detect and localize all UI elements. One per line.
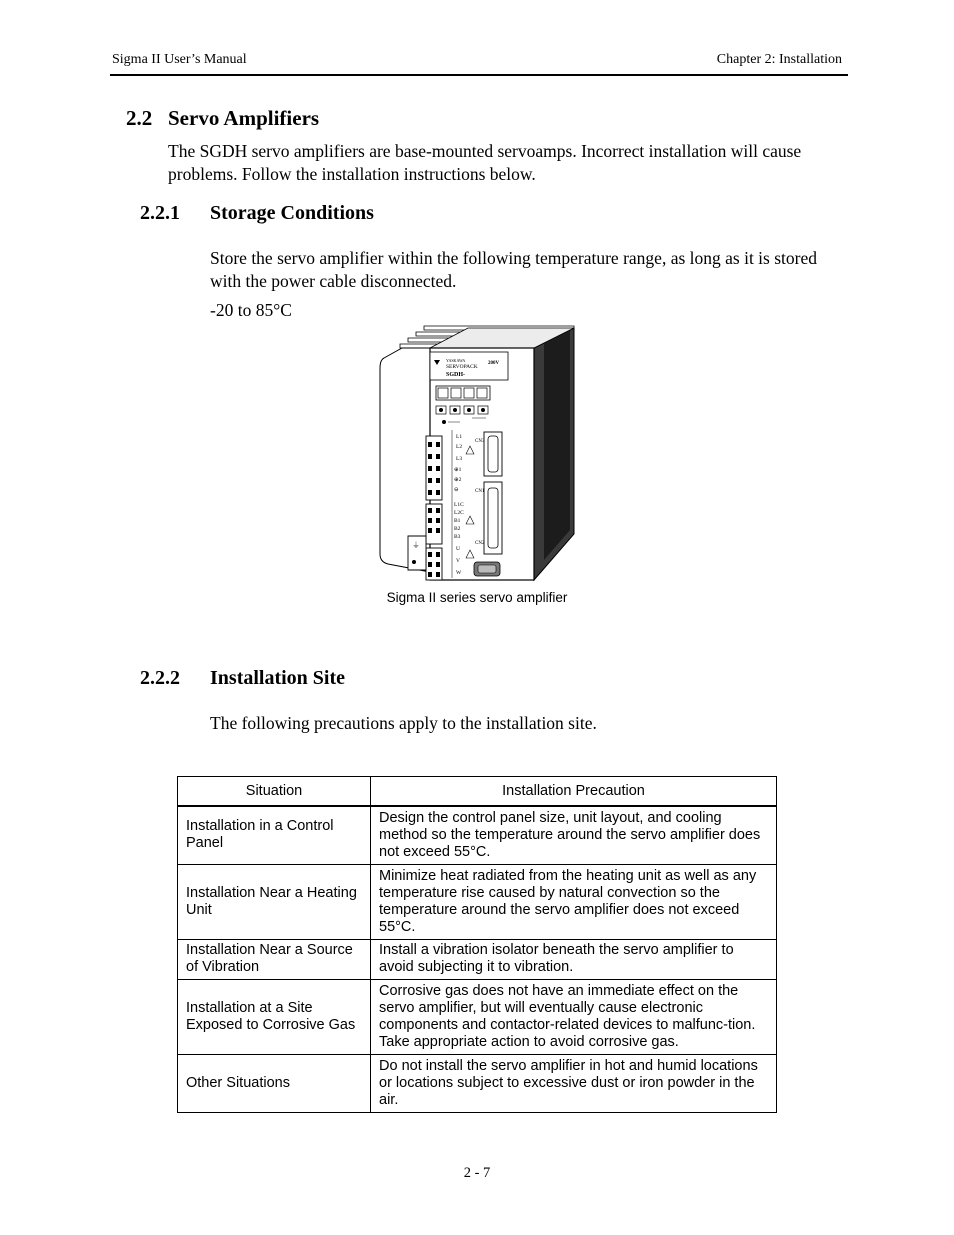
situation-cell: Installation in a Control Panel: [178, 806, 371, 864]
precaution-cell: Minimize heat radiated from the heating unit as well as any temperature rise caused by natural convection so the temperature around the servo amplifier does not exceed 55°C.: [371, 864, 777, 939]
connector-label-cn3: CN3: [475, 439, 485, 444]
figure-brand: YASKAWA: [446, 358, 466, 363]
column-header-precaution: Installation Precaution: [371, 777, 777, 807]
figure-product: SERVOPACK: [446, 364, 478, 370]
running-header-title: Sigma II User’s Manual: [112, 52, 247, 67]
section-title: Servo Amplifiers: [168, 106, 320, 130]
precaution-cell: Corrosive gas does not have an immediate effect on the servo amplifier, but will eventually cause electronic components and contactor-related devices to malfunc-tion. Take appropriate action to avoid corrosive gas.: [371, 979, 777, 1054]
terminal-label: B1: [454, 518, 461, 524]
table-row: [178, 979, 777, 1054]
figure-model: SGDH-: [446, 372, 466, 378]
terminal-label: B3: [454, 534, 461, 540]
section-heading: [126, 106, 319, 131]
terminal-label: L3: [456, 456, 463, 462]
situation-cell: Installation Near a Source of Vibration: [178, 939, 371, 979]
terminal-label: U: [456, 546, 460, 552]
site-title: Installation Site: [210, 667, 346, 689]
figure-caption: Sigma II series servo amplifier: [386, 590, 568, 605]
storage-temperature: -20 to 85°C: [210, 300, 292, 320]
storage-text: Store the servo amplifier within the following temperature range, as long as it is stored with the power cable disconnected.: [210, 248, 817, 291]
table-row: [178, 806, 777, 864]
precaution-cell: Design the control panel size, unit layout, and cooling method so the temperature around the servo amplifier does not exceed 55°C.: [371, 806, 777, 864]
situation-cell: Other Situations: [178, 1054, 371, 1112]
terminal-label: W: [456, 570, 462, 576]
site-heading: [140, 667, 345, 690]
connector-label-cn1: CN1: [475, 489, 485, 494]
connector-label-cn2: CN2: [475, 541, 485, 546]
section-number: 2.2: [126, 106, 153, 130]
terminal-label: L2: [456, 444, 463, 450]
terminal-label: L1: [456, 434, 463, 440]
storage-title: Storage Conditions: [210, 202, 374, 224]
page-number: 2 - 7: [463, 1165, 491, 1181]
servo-amplifier-illustration: [374, 324, 580, 586]
precaution-cell: Install a vibration isolator beneath the servo amplifier to avoid subjecting it to vibration.: [371, 939, 777, 979]
running-header-chapter: Chapter 2: Installation: [716, 52, 842, 67]
table-header-row: [178, 777, 777, 807]
site-number: 2.2.2: [140, 667, 180, 689]
header-rule: [110, 74, 848, 76]
terminal-label: ⊕1: [454, 467, 462, 473]
site-intro: The following precautions apply to the installation site.: [210, 713, 597, 733]
terminal-label: B2: [454, 526, 461, 532]
column-header-situation: Situation: [178, 777, 371, 807]
table-row: [178, 1054, 777, 1112]
precautions-table: [177, 776, 777, 1113]
svg-text:⏚: ⏚: [412, 541, 420, 550]
table-row: [178, 864, 777, 939]
section-intro: The SGDH servo amplifiers are base-mounted servoamps. Incorrect installation will cause problems. Follow the installation instructions below.: [168, 141, 802, 184]
situation-cell: Installation at a Site Exposed to Corrosive Gas: [178, 979, 371, 1054]
precaution-cell: Do not install the servo amplifier in hot and humid locations or locations subject to excessive dust or iron powder in the air.: [371, 1054, 777, 1112]
figure-voltage: 200V: [488, 361, 500, 366]
storage-heading: [140, 202, 374, 225]
terminal-label: ⊕2: [454, 477, 462, 483]
situation-cell: Installation Near a Heating Unit: [178, 864, 371, 939]
storage-number: 2.2.1: [140, 202, 180, 224]
terminal-label: L2C: [454, 510, 464, 516]
terminal-label: V: [456, 558, 460, 564]
terminal-label: L1C: [454, 502, 464, 508]
terminal-label: ⊖: [454, 487, 459, 493]
table-row: [178, 939, 777, 979]
